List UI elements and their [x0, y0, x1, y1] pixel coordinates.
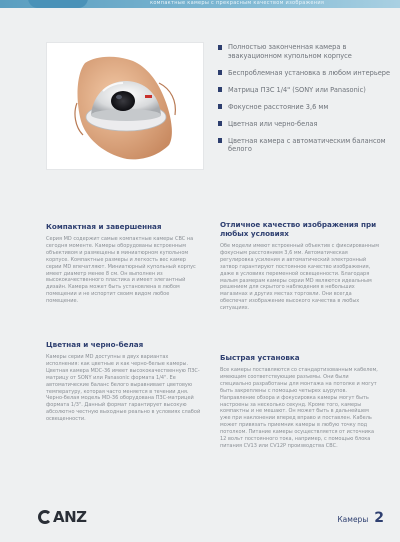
bullet-square-icon	[218, 87, 222, 92]
section-heading: Компактная и завершенная	[46, 222, 162, 231]
ganz-g-icon	[38, 510, 52, 524]
feature-item: Полностью законченная камера в эвакуационном купольном корпусе	[218, 43, 396, 60]
dome-camera-image	[47, 43, 205, 171]
bullet-square-icon	[218, 121, 222, 126]
section-label: Камеры	[337, 515, 369, 524]
section-text: Все камеры поставляются со стандартизованным кабелем, имеющим соответствующие разъемы. Они были специально разработаны для монтажа на потолке и могут быть закреплены с помощью четырех шурупов. Направление обзора и фокусировка камеры могут быть настроены за несколько секунд. Кроме того, камеры компактны и не мешают. Он может быть в дальнейшем уже при наклонении вперед вправо и поставлен. Кабель может привязать приемник камеры в любую точку под потолком. Питание камеры осуществляется от источника 12 вольт постоянного тока, например, с помощью блока питания CV13 или CV12P производства CBC.	[220, 367, 378, 449]
ganz-logo	[38, 508, 87, 526]
section-text: Камеры серии MD доступны в двух вариантах исполнения: как цветные и как черно-белые камеры. Цветная камера MDC-36 имеет высококачественную ПЗС-матрицу от SONY или Panasonic формата 1/4". Ее автоматические баланс белого выравнивает цветовую температуру, которая часто меняется в течении дня. Черно-белая модель MD-36 оборудована ПЗС-матрицей формата 1/3". Данный формат гарантирует высокую абсолютно честную выходные реально в условиях слабой освещенности.	[46, 354, 201, 423]
banner-text: компактные камеры с прекрасным качеством изображения	[150, 0, 325, 6]
page-footer	[337, 510, 384, 526]
section-heading: Цветная и черно-белая	[46, 340, 144, 349]
feature-item: Беспроблемная установка в любом интерьере	[218, 69, 396, 78]
top-banner	[0, 0, 400, 8]
section-text: Серия MD содержит самые компактные камеры CBC на сегодня моменте. Камеры оборудованы встроенным объективом и размещены в миниатюрном купольном корпусе. Компактные размеры и легкость вес камер серии MD впечатляют. Миниатюрный купольный корпус имеет диаметр менее 8 см. Он выполнен из высококачественного пластика и имеет элегантный дизайн. Камера может быть установлена в любом помещении и не испортит своим видом любое помещение.	[46, 236, 196, 305]
section-compact	[46, 222, 202, 305]
bullet-square-icon	[218, 104, 222, 109]
section-color	[46, 340, 202, 423]
section-install	[220, 353, 380, 450]
section-heading: Отличное качество изображения при любых условиях	[220, 220, 377, 238]
brand-name: ANZ	[53, 508, 87, 526]
bullet-square-icon	[218, 45, 222, 50]
feature-item: Цветная или черно-белая	[218, 120, 396, 129]
camera-photo	[46, 42, 204, 170]
section-quality	[220, 220, 380, 312]
feature-list	[218, 43, 396, 162]
bullet-square-icon	[218, 70, 222, 75]
feature-item: Матрица ПЗС 1/4" (SONY или Panasonic)	[218, 86, 396, 95]
bullet-square-icon	[218, 138, 222, 143]
page-number: 2	[374, 510, 384, 526]
section-heading: Быстрая установка	[220, 353, 300, 362]
series-logo-fragment	[28, 0, 88, 8]
feature-item: Фокусное расстояние 3,6 мм	[218, 103, 396, 112]
feature-item: Цветная камера с автоматическим балансом белого	[218, 137, 396, 154]
section-text: Обе модели имеют встроенный объектив с фиксированным фокусным расстоянием 3,6 мм. Автоматическая регулировка усиления и автоматический электронный затвор гарантируют постоянное качество изображения, даже в условиях переменной освещенности. Благодаря малым размерам камеры серии MD являются идеальным решением для скрытого наблюдения в небольших магазинах и других местах торговли. Они всегда обеспечат изображение высокого качества в любых ситуациях.	[220, 243, 379, 312]
